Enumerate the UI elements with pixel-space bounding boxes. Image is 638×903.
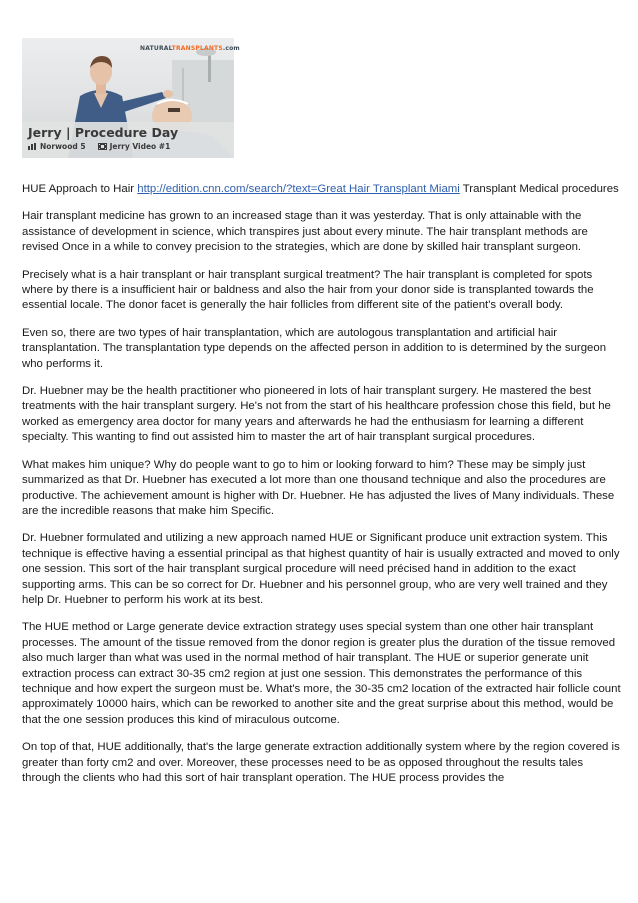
body-paragraph: Hair transplant medicine has grown to an increased stage than it was yesterday. That is only attainable with the assistance of development in science, which transpires just about every minute. The hair transplant methods are revised Once in a while to convey precision to the strategies, which are done by skilled hair transplant surgeon.	[22, 210, 588, 254]
bar-chart-icon	[28, 143, 37, 150]
body-paragraph: Precisely what is a hair transplant or hair transplant surgical treatment? The hair transplant is completed for spots where by there is a insufficient hair or baldness and also the hair from your donor side is transplanted towards the essential locale. The donor facet is generally the hair follicles from different site of the patient's overall body.	[22, 268, 594, 312]
body-paragraph: The HUE method or Large generate device extraction strategy uses special system than one other hair transplant processes. The amount of the tissue removed from the donor region is greater plus the duration of the tissue removed also much larger than what was used in the normal method of hair transplant. The HUE or superior generate unit extraction process can extract 30-35 cm2 region at just one session. This demonstrates the performance of this technique and how expert the surgeon must be. What's more, the 30-35 cm2 location of the extracted hair follicle count approximately 10000 hairs, which can be reworked to another site and the great surprise about this method, would be that the one session produces this kind of miraculous outcome.	[22, 621, 621, 726]
body-paragraph: On top of that, HUE additionally, that's the large generate extraction additionally system where by the region covered is greater than forty cm2 and over. Moreover, these processes need to be as opposed throughout the results tales through the clients who had this sort of hair transplant operation. The HUE process provides the	[22, 741, 620, 784]
film-icon	[98, 143, 107, 150]
thumbnail-banner	[22, 122, 234, 158]
body-paragraph: Dr. Huebner may be the health practitioner who pioneered in lots of hair transplant surgery. He mastered the best treatments with the hair transplant surgery. He's not from the start of his healthcare profession chose this field, but he worked as emergency area doctor for many years and afterwards he had the enthusiasm for learning a different specialty. This wanting to find out assisted him to master the art of hair transplant surgical procedures.	[22, 385, 611, 444]
video-title: Jerry | Procedure Day	[28, 125, 179, 140]
video-number-label: Jerry Video #1	[109, 142, 171, 151]
video-meta	[28, 142, 170, 151]
brand-watermark	[140, 45, 240, 52]
body-paragraph: Even so, there are two types of hair transplantation, which are autologous transplantation and artificial hair transplantation. The transplantation type depends on the affected person in addition to is determined by the surgeon who performs it.	[22, 326, 607, 370]
article-body	[22, 182, 622, 798]
search-link[interactable]: http://edition.cnn.com/search/?text=Great Hair Transplant Miami	[137, 183, 460, 195]
body-paragraph: What makes him unique? Why do people want to go to him or looking forward to him? These may be simply just summarized as that Dr. Huebner has executed a lot more than one thousand technique and also the procedures are productive. The achievement amount is higher with Dr. Huebner. He has adjusted the lives of Many individuals. These are the incredible reasons that make him Specific.	[22, 458, 615, 517]
brand-accent: TRANSPLANTS	[171, 45, 223, 52]
intro-lead: HUE Approach to Hair	[22, 183, 138, 195]
brand-prefix: NATURAL	[140, 45, 172, 52]
intro-paragraph	[22, 182, 622, 197]
norwood-label: Norwood 5	[40, 142, 86, 151]
video-thumbnail[interactable]	[22, 38, 240, 158]
intro-tail: Transplant Medical procedures	[459, 183, 619, 195]
body-paragraph: Dr. Huebner formulated and utilizing a new approach named HUE or Significant produce unit extraction system. This technique is effective having a essential principal as that highest quantity of hair is usually extracted and moved to only one session. This sort of the hair transplant surgical procedure will need précised hand in addition to the exact supporting arms. This can be so correct for Dr. Huebner and his personnel group, who are very well trained and they help Dr. Huebner to perform his work at its best.	[22, 532, 620, 606]
brand-suffix: .com	[222, 45, 240, 52]
